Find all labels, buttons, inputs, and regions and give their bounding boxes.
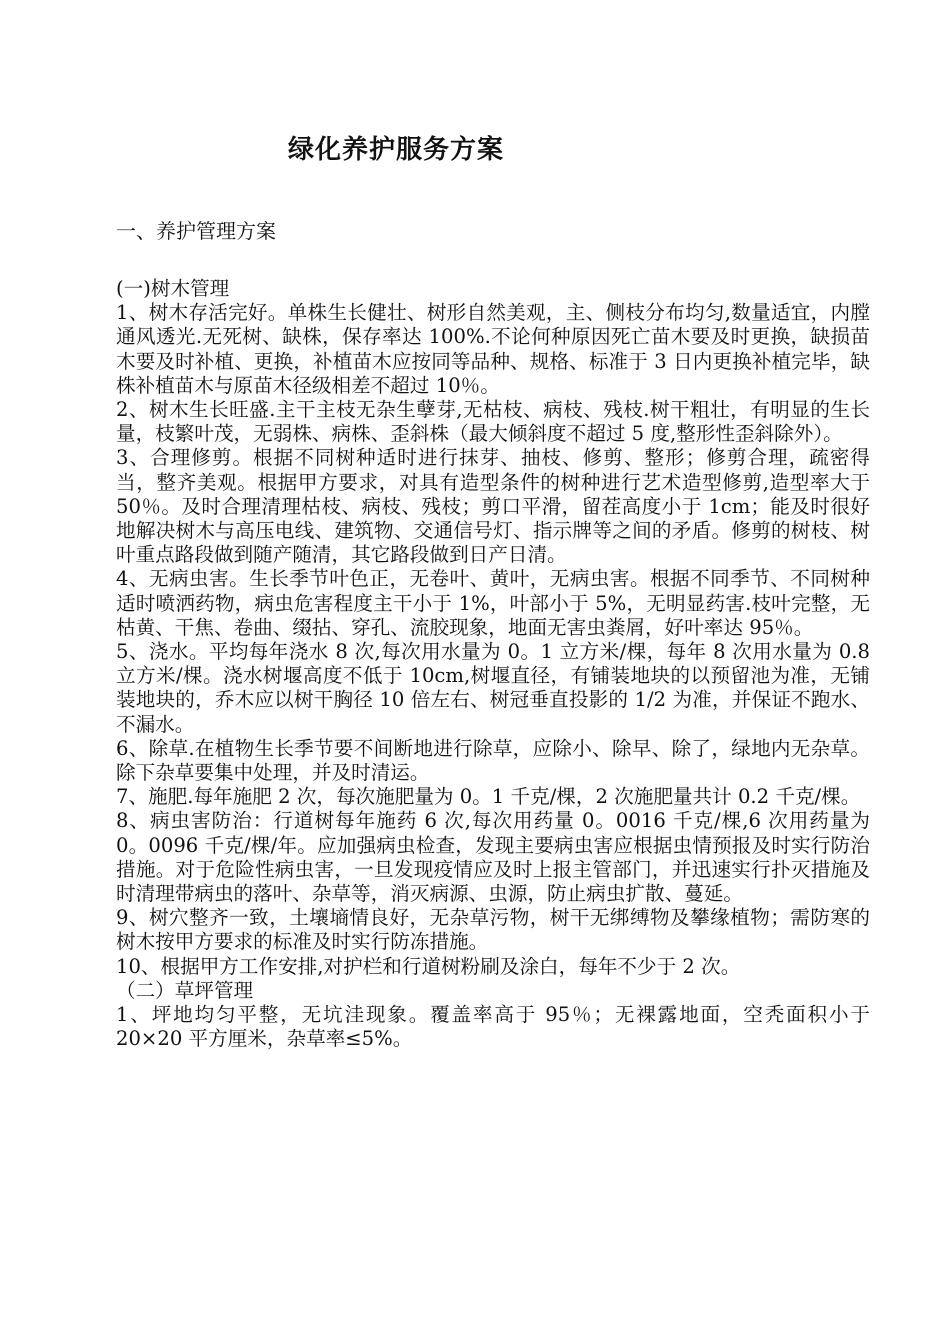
paragraph-item-2: 2、树木生长旺盛.主干主枝无杂生孽芽,无枯枝、病枝、残枝.树干粗壮，有明显的生长量，枝繁叶茂，无弱株、病株、歪斜株（最大倾斜度不超过 5 度,整形性歪斜除外）。	[116, 398, 870, 446]
paragraph-item-9: 9、树穴整齐一致，土壤墒情良好，无杂草污物，树干无绑缚物及攀缘植物；需防寒的树木按甲方要求的标准及时实行防冻措施。	[116, 906, 870, 954]
paragraph-item-1: 1、树木存活完好。单株生长健壮、树形自然美观，主、侧枝分布均匀,数量适宜，内膛通风透光.无死树、缺株，保存率达 100%.不论何种原因死亡苗木要及时更换，缺损苗木要及时补植、更换，补植苗木应按同等品种、规格、标准于 3 日内更换补植完毕，缺株补植苗木与原苗木径级相差不超过 10％。	[116, 301, 870, 397]
subsection-heading-lawn: （二）草坪管理	[116, 978, 254, 1002]
paragraph-item-6: 6、除草.在植物生长季节要不间断地进行除草，应除小、除早、除了，绿地内无杂草。除下杂草要集中处理，并及时清运。	[116, 736, 870, 785]
paragraph-item-10: 10、根据甲方工作安排,对护栏和行道树粉刷及涂白，每年不少于 2 次。	[116, 954, 741, 978]
document-body	[116, 277, 870, 1052]
paragraph-item-4: 4、无病虫害。生长季节叶色正，无卷叶、黄叶，无病虫害。根据不同季节、不同树种适时喷洒药物，病虫危害程度主干小于 1%，叶部小于 5%，无明显药害.枝叶完整，无枯黄、干焦、卷曲、缀拈、穿孔、流胶现象，地面无害虫粪屑，好叶率达 95％。	[116, 567, 870, 639]
subsection-heading-trees: (一)树木管理	[116, 277, 230, 300]
paragraph-item-8: 8、病虫害防治：行道树每年施药 6 次,每次用药量 0。0016 千克/棵,6 次用药量为 0。0096 千克/棵/年。应加强病虫检查，发现主要病虫害应根据虫情预报及时实行防治措施。对于危险性病虫害，一旦发现疫情应及时上报主管部门，并迅速实行扑灭措施及时清理带病虫的落叶、杂草等，消灭病源、虫源，防止病虫扩散、蔓延。	[116, 809, 870, 906]
paragraph-lawn-item-1: 1、坪地均匀平整，无坑洼现象。覆盖率高于 95％；无裸露地面，空秃面积小于 20×20 平方厘米，杂草率≤5%。	[116, 1003, 870, 1051]
section-heading: 一、养护管理方案	[116, 219, 276, 243]
document-title: 绿化养护服务方案	[288, 135, 505, 165]
paragraph-item-3: 3、合理修剪。根据不同树种适时进行抹芽、抽枝、修剪、整形；修剪合理，疏密得当，整齐美观。根据甲方要求，对具有造型条件的树种进行艺术造型修剪,造型率大于 50％。及时合理清理枯枝、病枝、残枝；剪口平滑，留茬高度小于 1cm；能及时很好地解决树木与高压电线、建筑物、交通信号灯、指示牌等之间的矛盾。修剪的树枝、树叶重点路段做到随产随清，其它路段做到日产日清。	[116, 446, 870, 567]
paragraph-item-7: 7、施肥.每年施肥 2 次，每次施肥量为 0。1 千克/棵，2 次施肥量共计 0.2 千克/棵。	[116, 785, 861, 809]
paragraph-item-5: 5、浇水。平均每年浇水 8 次,每次用水量为 0。1 立方米/棵，每年 8 次用水量为 0.8 立方米/棵。浇水树堰高度不低于 10cm,树堰直径，有铺装地块的以预留池为准，无铺装地块的，乔木应以树干胸径 10 倍左右、树冠垂直投影的 1/2 为准，并保证不跑水、不漏水。	[116, 640, 870, 736]
